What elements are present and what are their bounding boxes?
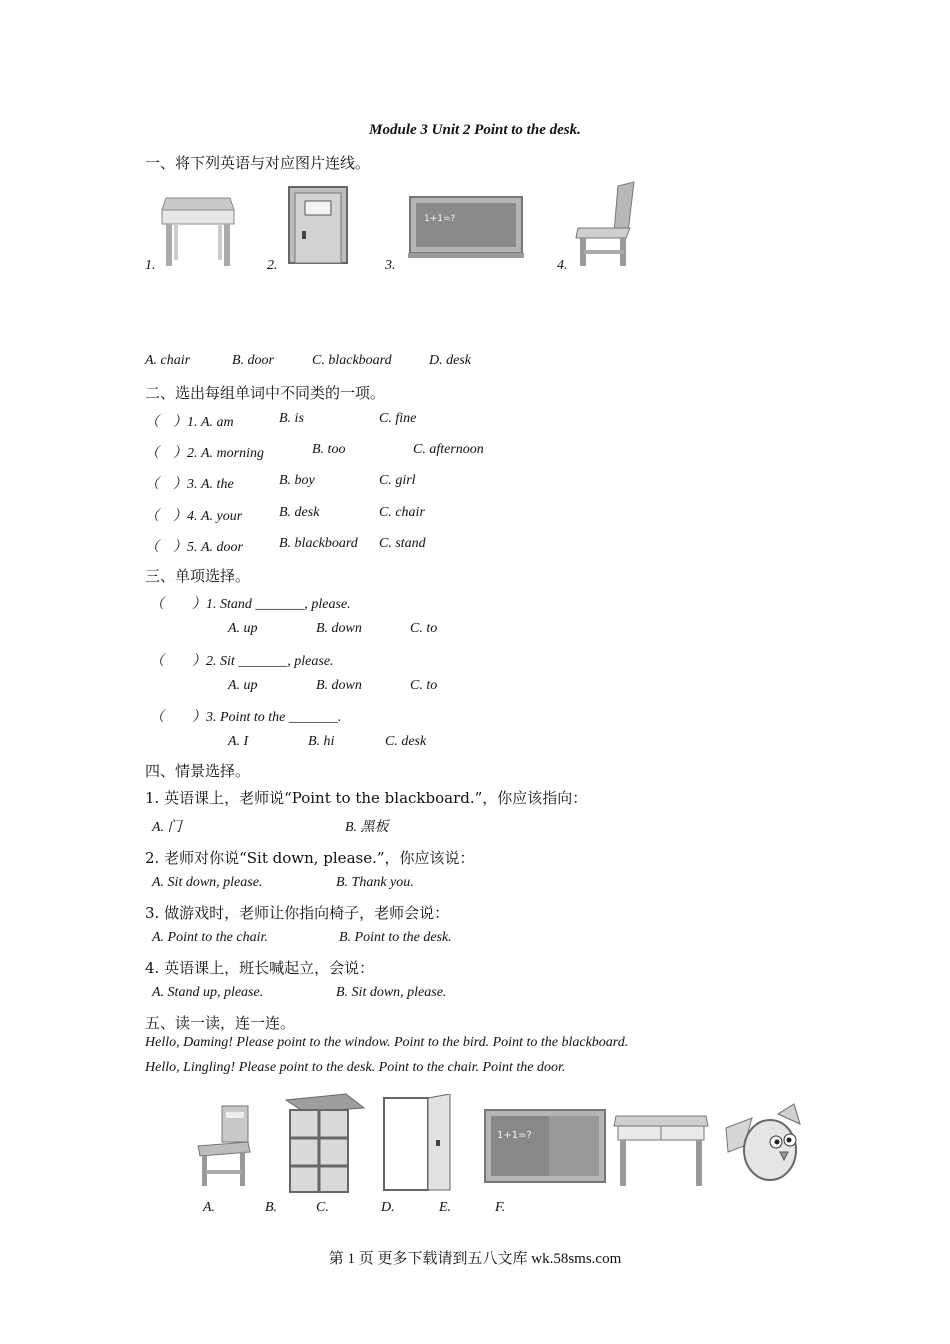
s1-option-d: D. desk: [429, 353, 471, 368]
s3-q2-a: A. up: [228, 678, 258, 693]
s5-window-picture: [284, 1092, 366, 1194]
section-2-heading: 二、选出每组单词中不同类的一项。: [145, 384, 386, 402]
section-1-heading: 一、将下列英语与对应图片连线。: [145, 154, 371, 172]
s3-q2-c: C. to: [410, 678, 438, 693]
s4-q1: 1. 英语课上，老师说“Point to the blackboard.”，你应该指向：: [145, 789, 588, 807]
s4-q4: 4. 英语课上，班长喊起立，会说：: [145, 959, 375, 977]
pic-label-4: 4.: [557, 258, 568, 273]
s4-q1-b: B. 黑板: [345, 820, 389, 835]
s1-option-b: B. door: [232, 353, 274, 368]
s5-label-d: D.: [381, 1200, 395, 1215]
s5-desk-picture: [612, 1110, 710, 1188]
s2-q4: （ ）4. A. your: [145, 509, 243, 524]
pic-label-3: 3.: [385, 258, 396, 273]
page-title: Module 3 Unit 2 Point to the desk.: [369, 122, 581, 138]
section-5-heading: 五、读一读，连一连。: [145, 1014, 296, 1032]
pic-label-1: 1.: [145, 258, 156, 273]
s1-option-a: A. chair: [145, 353, 191, 368]
s2-q2: （ ）2. A. morning: [145, 446, 264, 461]
s2-q4-b: B. desk: [279, 505, 320, 520]
blackboard-picture: [408, 195, 524, 259]
s2-q4-c: C. chair: [379, 505, 425, 520]
s2-q3-b: B. boy: [279, 473, 315, 488]
s3-q3-a: A. I: [228, 734, 249, 749]
s2-q5-b: B. blackboard: [279, 536, 358, 551]
s3-q2-b: B. down: [316, 678, 362, 693]
s2-q3: （ ）3. A. the: [145, 477, 234, 492]
s2-q2-c: C. afternoon: [413, 442, 484, 457]
blackboard-text-1: 1+1=?: [424, 214, 456, 224]
s4-q1-a: A. 门: [152, 820, 182, 835]
s5-label-a: A.: [203, 1200, 216, 1215]
s2-q1-b: B. is: [279, 411, 304, 426]
s5-line-1: Hello, Daming! Please point to the window. Point to the bird. Point to the blackboard.: [145, 1035, 629, 1050]
section-4-heading: 四、情景选择。: [145, 762, 251, 780]
s2-q5: （ ）5. A. door: [145, 540, 243, 555]
s4-q4-b: B. Sit down, please.: [336, 985, 447, 1000]
s3-q3-b: B. hi: [308, 734, 335, 749]
s4-q3: 3. 做游戏时，老师让你指向椅子，老师会说：: [145, 904, 450, 922]
s3-q1: （ ）1. Stand _______, please.: [150, 597, 351, 612]
s4-q4-a: A. Stand up, please.: [152, 985, 264, 1000]
page-footer: 第 1 页 更多下载请到五八文库 wk.58sms.com: [328, 1251, 622, 1267]
s3-q2: （ ）2. Sit _______, please.: [150, 654, 334, 669]
s3-q1-c: C. to: [410, 621, 438, 636]
s4-q2-b: B. Thank you.: [336, 875, 414, 890]
s1-option-c: C. blackboard: [312, 353, 392, 368]
s2-q1-c: C. fine: [379, 411, 417, 426]
s5-line-2: Hello, Lingling! Please point to the desk. Point to the chair. Point the door.: [145, 1060, 566, 1075]
s5-bird-picture: [722, 1100, 812, 1188]
blackboard-text-2: 1+1=?: [497, 1130, 532, 1141]
s2-q1: （ ）1. A. am: [145, 415, 234, 430]
s5-door-picture: [380, 1094, 456, 1192]
desk-picture: [160, 188, 238, 268]
s5-blackboard-picture: [483, 1108, 607, 1186]
s4-q2: 2. 老师对你说“Sit down, please.”，你应该说：: [145, 849, 475, 867]
chair-picture: [570, 180, 650, 268]
door-picture: [285, 185, 351, 265]
s3-q1-b: B. down: [316, 621, 362, 636]
s3-q3-c: C. desk: [385, 734, 427, 749]
s5-label-e: E.: [439, 1200, 452, 1215]
s2-q3-c: C. girl: [379, 473, 416, 488]
section-3-heading: 三、单项选择。: [145, 567, 251, 585]
s4-q3-b: B. Point to the desk.: [339, 930, 452, 945]
s2-q2-b: B. too: [312, 442, 346, 457]
s4-q2-a: A. Sit down, please.: [152, 875, 263, 890]
pic-label-2: 2.: [267, 258, 278, 273]
s5-label-c: C.: [316, 1200, 329, 1215]
s5-chair-picture: [192, 1098, 258, 1190]
s3-q1-a: A. up: [228, 621, 258, 636]
s5-label-f: F.: [495, 1200, 506, 1215]
s4-q3-a: A. Point to the chair.: [152, 930, 268, 945]
s5-label-b: B.: [265, 1200, 278, 1215]
s3-q3: （ ）3. Point to the _______.: [150, 710, 342, 725]
s2-q5-c: C. stand: [379, 536, 426, 551]
